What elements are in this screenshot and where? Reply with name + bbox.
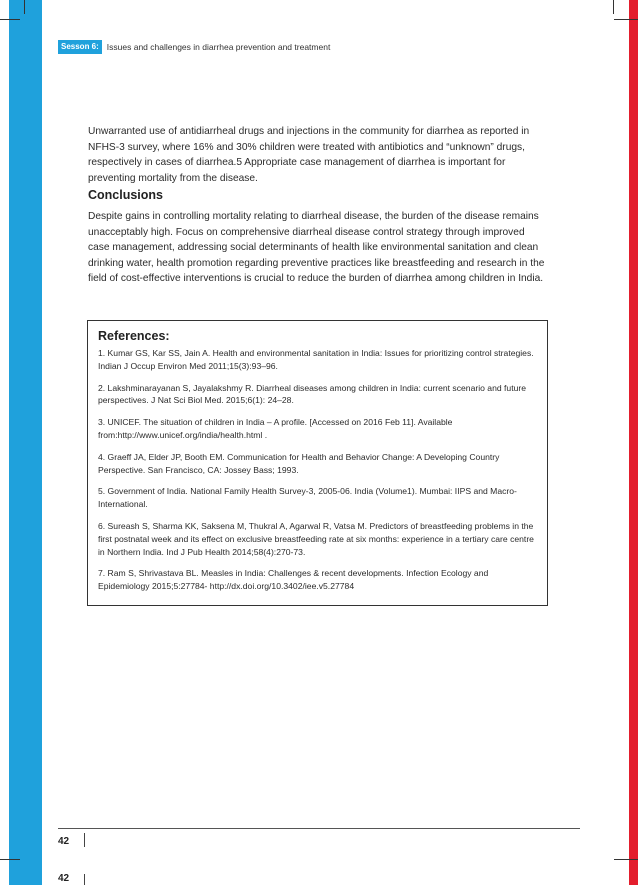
left-color-bar — [9, 0, 42, 885]
references-heading: References: — [98, 329, 170, 343]
reference-item: 2. Lakshminarayanan S, Jayalakshmy R. Diarrheal diseases among children in India: current scenario and future perspectives. J Nat Sci Biol Med. 2015;6(1): 24–28. — [98, 382, 527, 406]
conclusions-paragraph: Despite gains in controlling mortality relating to diarrheal disease, the burden of the disease remains unacceptably high. Focus on comprehensive diarrheal disease control strategy through improved case management, addressing social determinants of health like environmental sanitation and clean drinking water, health promotion regarding preventive practices like breastfeeding and research in the field of cost-effective interventions is crucial to reduce the burden of diarrhea among children in India. — [88, 211, 545, 284]
header-title: Issues and challenges in diarrhea prevention and treatment — [106, 42, 331, 52]
page-number-repeat: 42 — [58, 873, 70, 884]
intro-paragraph: Unwarranted use of antidiarrheal drugs and injections in the community for diarrhea as reported in NFHS-3 survey, where 16% and 30% children were treated with antibiotics and “unknown” drugs, respectively in cases of diarrhea.5 Appropriate case management of diarrhea is important for preventing mortality from the disease. — [88, 126, 530, 184]
right-color-bar — [629, 0, 638, 885]
crop-mark-bottom-left-h — [0, 859, 20, 860]
crop-mark-top-left-v — [24, 0, 25, 14]
crop-mark-top-right-h — [614, 19, 638, 20]
reference-item: 7. Ram S, Shrivastava BL. Measles in India: Challenges & recent developments. Infection Ecology and Epidemiology 2015;5:27784- http://dx.doi.org/10.3402/iee.v5.27784 — [98, 568, 489, 592]
footer-separator-repeat — [84, 874, 85, 885]
reference-item: 3. UNICEF. The situation of children in India – A profile. [Accessed on 2016 Feb 11]. Available from:http://www.unicef.org/india/health.html . — [98, 417, 453, 440]
footer-separator — [84, 833, 85, 847]
footer-rule — [58, 828, 580, 829]
crop-mark-bottom-right-h — [614, 859, 638, 860]
page-number: 42 — [58, 836, 70, 847]
conclusions-heading: Conclusions — [88, 188, 164, 202]
reference-item: 5. Government of India. National Family Health Survey-3, 2005-06. India (Volume1). Mumbai: IIPS and Macro-International. — [98, 486, 517, 510]
session-tag: Sesson 6: — [58, 40, 102, 54]
page-header — [58, 40, 330, 54]
reference-item: 1. Kumar GS, Kar SS, Jain A. Health and environmental sanitation in India: Issues for prioritizing control strategies. Indian J Occup Environ Med 2011;15(3):93–96. — [98, 348, 534, 371]
crop-mark-top-right-v — [613, 0, 614, 14]
references-box — [87, 320, 548, 606]
reference-item: 4. Graeff JA, Elder JP, Booth EM. Communication for Health and Behavior Change: A Developing Country Perspective. San Francisco, CA: Jossey Bass; 1993. — [98, 451, 500, 475]
crop-mark-top-left-h — [0, 19, 20, 20]
reference-item: 6. Sureash S, Sharma KK, Saksena M, Thukral A, Agarwal R, Vatsa M. Predictors of breastfeeding problems in the first postnatal week and its effect on exclusive breastfeeding rate at six months: experience in a tertiary care centre in Northern India. Ind J Pub Health 2014;58(4):270-73. — [98, 520, 534, 557]
